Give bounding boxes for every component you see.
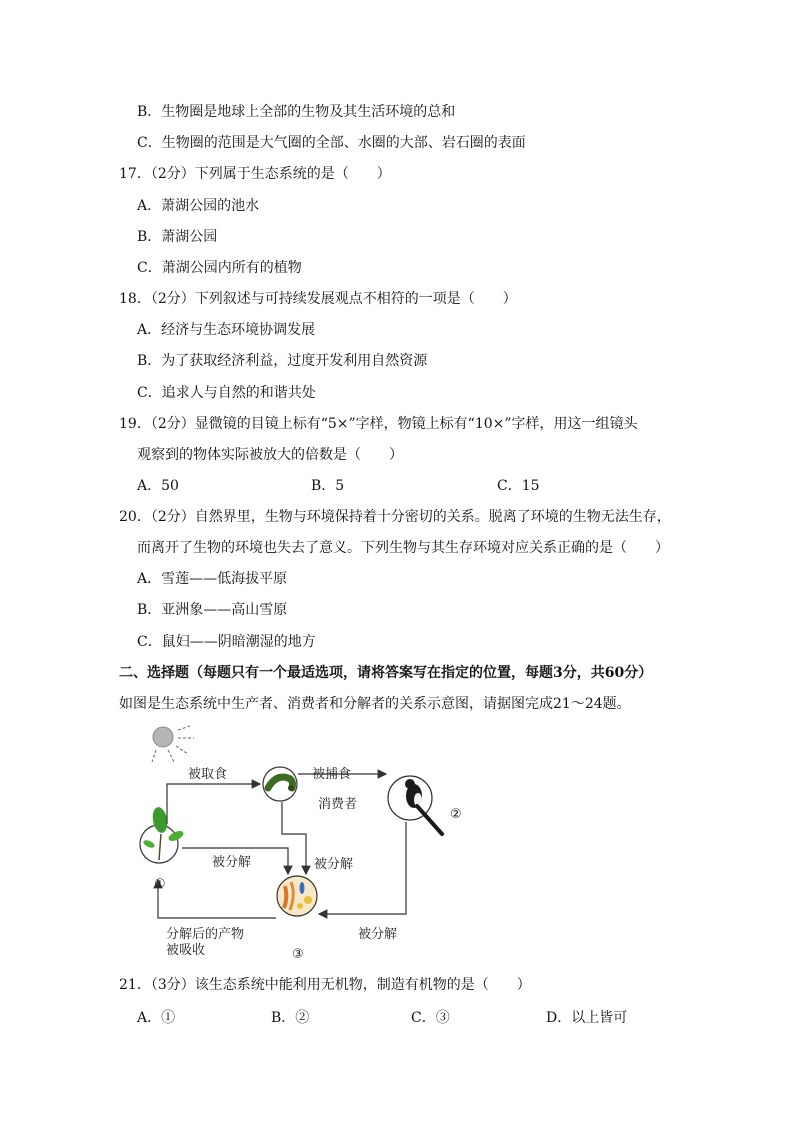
label-decomposed-caterpillar: 被分解 — [314, 857, 354, 872]
q18-option-c: C．追求人与自然的和谐共处 — [137, 385, 316, 401]
label-absorbed: 被吸收 — [166, 943, 206, 958]
q19-option-a: A．50 — [137, 478, 179, 494]
arrow-caterpillar-to-decomposer — [282, 802, 306, 874]
q19-stem-line2: 观察到的物体实际被放大的倍数是（ ） — [137, 447, 403, 463]
q17-option-b: B．萧湖公园 — [137, 229, 218, 245]
q21-option-a: A．① — [137, 1010, 176, 1026]
q18-option-b: B．为了获取经济利益，过度开发利用自然资源 — [137, 353, 428, 369]
caterpillar-icon — [263, 767, 297, 801]
q17-stem: 17．（2分）下列属于生态系统的是（ ） — [119, 166, 391, 182]
q21-option-d: D．以上皆可 — [546, 1010, 628, 1026]
q21-option-c: C．③ — [411, 1010, 450, 1026]
q17-option-a: A．萧湖公园的池水 — [137, 198, 260, 214]
q16-option-c: C．生物圈的范围是大气圈的全部、水圈的大部、岩石圈的表面 — [137, 135, 526, 151]
q20-option-a: A．雪莲——低海拔平原 — [137, 571, 288, 587]
marker-2: ② — [450, 807, 462, 822]
q20-option-b: B．亚洲象——高山雪原 — [137, 602, 288, 618]
magpie-bird-icon — [388, 776, 442, 834]
label-products: 分解后的产物 — [166, 927, 245, 942]
q19-stem-line1: 19．（2分）显微镜的目镜上标有“5×”字样，物镜上标有“10×”字样，用这一组镜头 — [119, 416, 638, 432]
q20-option-c: C．鼠妇——阴暗潮湿的地方 — [137, 634, 316, 650]
label-decomposed-bird: 被分解 — [358, 927, 398, 942]
section-heading: 二、选择题（每题只有一个最适选项，请将答案写在指定的位置，每题3分，共60分） — [119, 665, 653, 681]
arrow-plant-to-caterpillar — [167, 784, 260, 824]
q21-option-b: B．② — [271, 1010, 310, 1026]
label-consumer: 消费者 — [318, 797, 358, 812]
decomposer-microbes-icon — [277, 876, 317, 916]
q17-option-c: C．萧湖公园内所有的植物 — [137, 260, 302, 276]
q19-option-c: C．15 — [497, 478, 540, 494]
label-eaten: 被取食 — [188, 767, 228, 782]
q16-option-b: B．生物圈是地球上全部的生物及其生活环境的总和 — [137, 104, 456, 120]
sun-icon — [152, 726, 194, 762]
section-intro: 如图是生态系统中生产者、消费者和分解者的关系示意图，请据图完成21～24题。 — [119, 696, 631, 712]
q18-option-a: A．经济与生态环境协调发展 — [137, 322, 316, 338]
q20-stem-line1: 20．（2分）自然界里，生物与环境保持着十分密切的关系。脱离了环境的生物无法生存， — [119, 509, 671, 525]
q19-option-b: B．5 — [311, 478, 345, 494]
label-decomposed-plant: 被分解 — [212, 855, 252, 870]
ecosystem-diagram — [130, 722, 470, 962]
q18-stem: 18．（2分）下列叙述与可持续发展观点不相符的一项是（ ） — [119, 291, 517, 307]
arrow-decomposer-to-plant — [158, 880, 276, 918]
q21-stem: 21．（3分）该生态系统中能利用无机物，制造有机物的是（ ） — [119, 977, 531, 993]
q20-stem-line2: 而离开了生物的环境也失去了意义。下列生物与其生存环境对应关系正确的是（ ） — [137, 540, 669, 556]
producer-plant-icon — [140, 806, 185, 863]
ecosystem-diagram-svg — [130, 722, 470, 962]
marker-1: ① — [154, 877, 166, 892]
label-preyed: 被捕食 — [312, 767, 352, 782]
marker-3: ③ — [292, 947, 304, 962]
